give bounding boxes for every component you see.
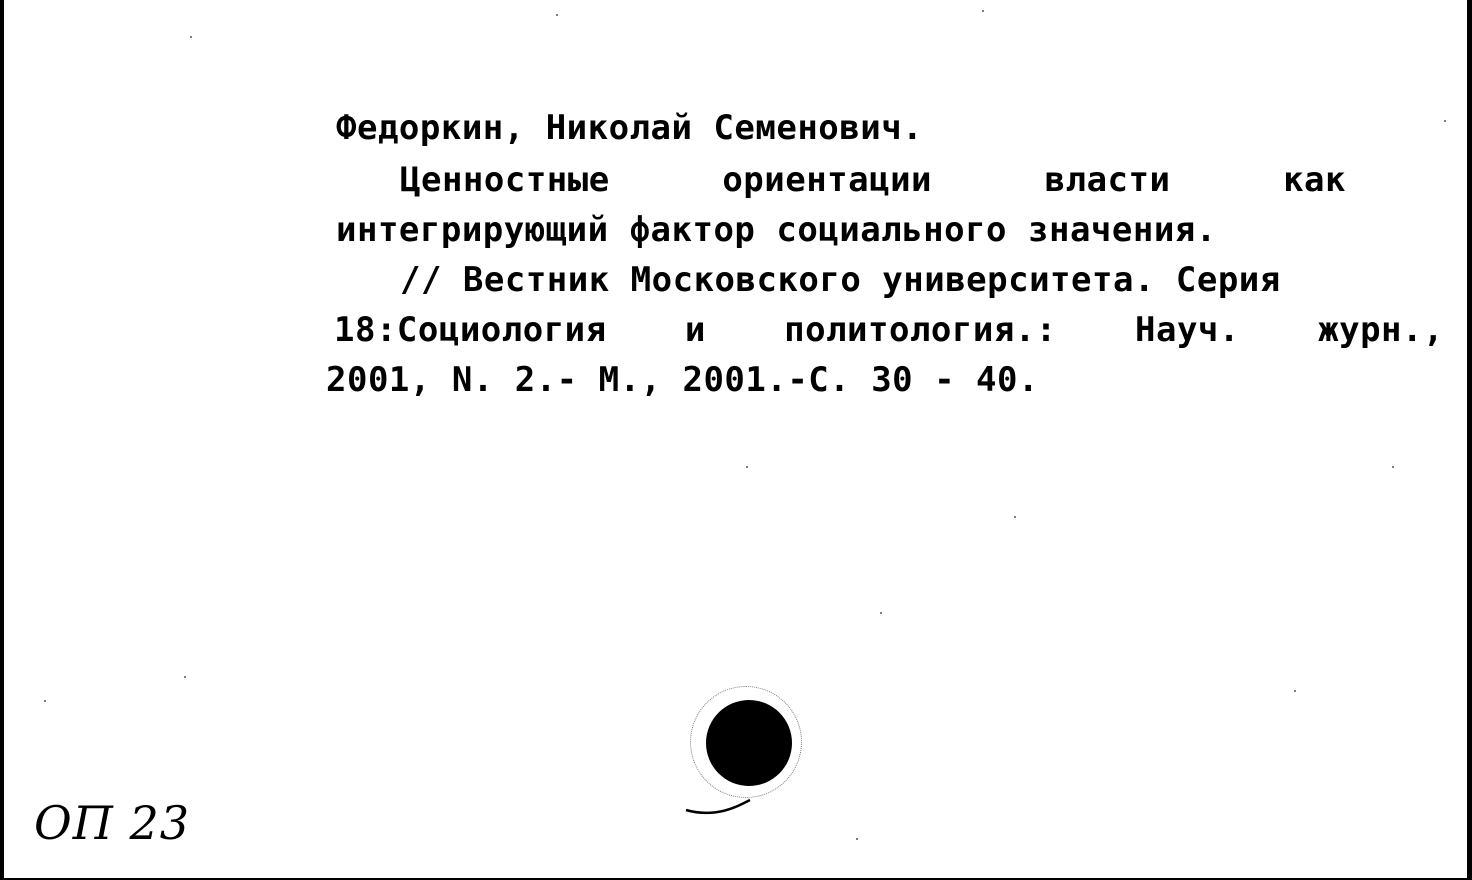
scan-speck (1392, 466, 1394, 468)
scan-speck (1444, 120, 1446, 122)
scan-speck (1014, 516, 1016, 518)
scan-speck (982, 10, 984, 12)
author-line: Федоркин, Николай Семенович. (336, 108, 924, 148)
scan-speck (1294, 690, 1296, 692)
source-word: и (684, 310, 706, 350)
source-line-1: // Вестник Московского университета. Серия (400, 260, 1281, 300)
title-word: ориентации (722, 160, 933, 200)
title-word: власти (1044, 160, 1171, 200)
source-word: Науч. (1135, 310, 1240, 350)
punch-hole (706, 700, 792, 786)
source-line-2 (334, 310, 1444, 350)
scan-speck (184, 676, 186, 678)
scan-speck (44, 700, 46, 702)
title-line-2: интегрирующий фактор социального значения. (336, 210, 1217, 250)
scan-speck (556, 14, 558, 16)
scan-speck (880, 612, 882, 614)
source-word: 18:Социология (334, 310, 607, 350)
title-line-1 (400, 160, 1346, 200)
handwritten-shelfmark: ОП 23 (34, 796, 190, 850)
source-line-3: 2001, N. 2.- М., 2001.-С. 30 - 40. (326, 360, 1039, 400)
title-word: как (1283, 160, 1346, 200)
scan-speck (856, 838, 858, 840)
source-word: политология.: (784, 310, 1057, 350)
scan-speck (190, 36, 192, 38)
punch-hole-tear-mark (684, 792, 764, 822)
title-word: Ценностные (400, 160, 610, 200)
source-word: журн., (1318, 310, 1444, 350)
scan-speck (746, 466, 748, 468)
